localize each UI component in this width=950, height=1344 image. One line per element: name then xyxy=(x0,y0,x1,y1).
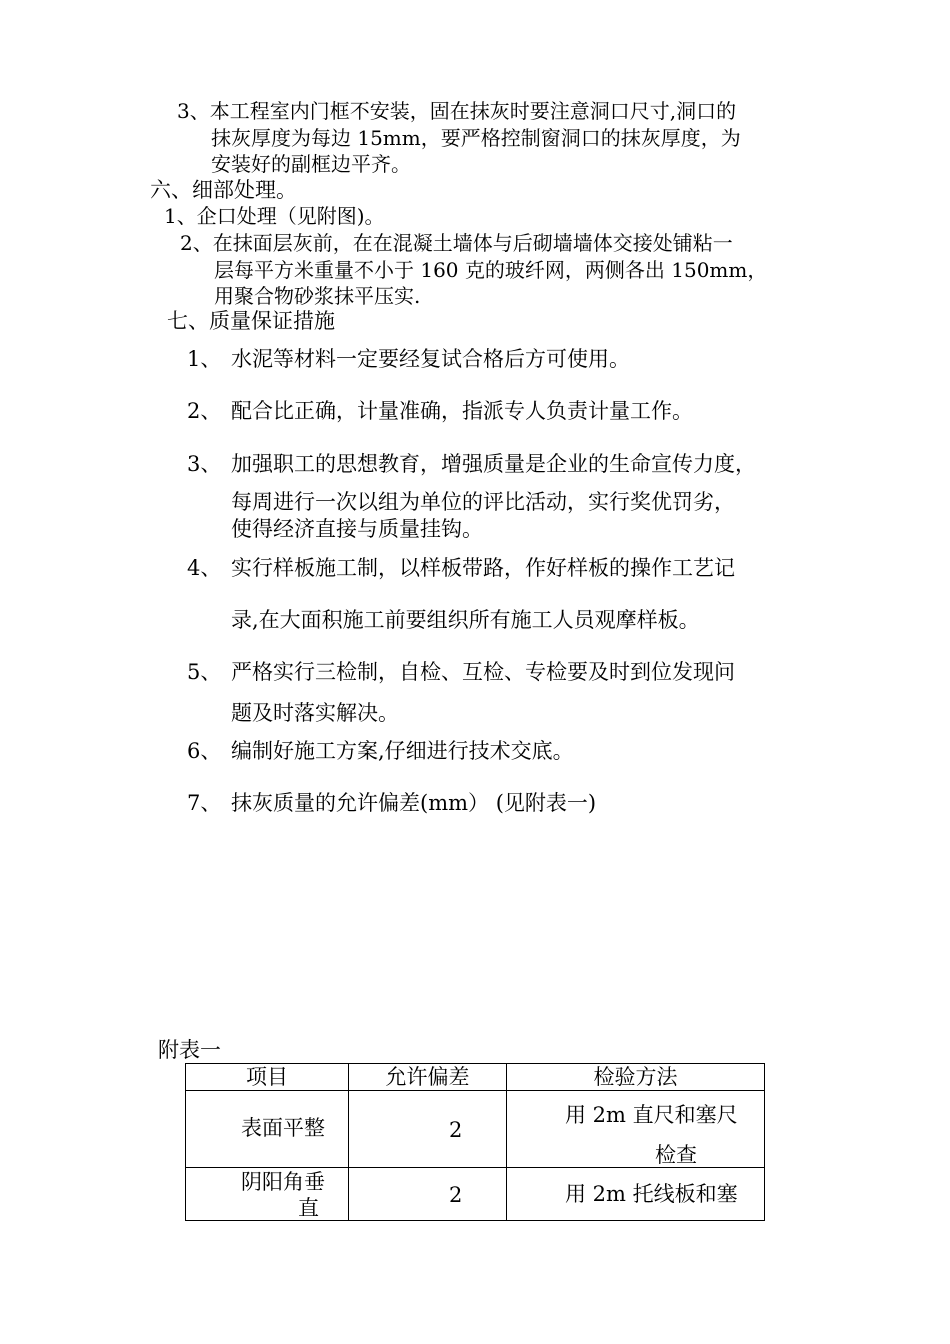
row-1-deviation: 2 xyxy=(449,1118,463,1142)
row-2-method: 用 2m 托线板和塞 xyxy=(565,1182,738,1206)
row-1-item: 表面平整 xyxy=(241,1116,325,1140)
section-7-item-3-line-2: 每周进行一次以组为单位的评比活动，实行奖优罚劣， xyxy=(231,490,735,514)
table-row xyxy=(186,1091,765,1168)
table-row xyxy=(186,1168,765,1221)
header-item: 项目 xyxy=(186,1064,349,1091)
row-2-item-line-1: 阴阳角垂 xyxy=(241,1170,325,1194)
attachment-caption: 附表一 xyxy=(158,1038,221,1062)
row-1-method-cell xyxy=(507,1091,765,1168)
item-3-line-3: 安装好的副框边平齐。 xyxy=(211,152,411,176)
header-deviation: 允许偏差 xyxy=(349,1064,507,1091)
item-3-line-2: 抹灰厚度为每边 15mm，要严格控制窗洞口的抹灰厚度，为 xyxy=(211,126,741,150)
section-7-item-2-text: 配合比正确，计量准确，指派专人负责计量工作。 xyxy=(231,399,693,423)
row-2-deviation-cell xyxy=(349,1168,507,1221)
section-7-item-6-number: 6、 xyxy=(187,739,222,763)
section-7-item-4-line-2: 录,在大面积施工前要组织所有施工人员观摩样板。 xyxy=(231,608,700,632)
section-7-item-3-number: 3、 xyxy=(187,452,222,476)
row-2-item-cell xyxy=(186,1168,349,1221)
row-1-method-line-2: 检查 xyxy=(655,1143,697,1167)
section-6-item-2-line-2: 层每平方米重量不小于 160 克的玻纤网，两侧各出 150mm， xyxy=(214,258,768,282)
section-7-item-7-text: 抹灰质量的允许偏差(mm） (见附表一) xyxy=(231,791,597,815)
section-7-item-5-line-1: 严格实行三检制，自检、互检、专检要及时到位发现问 xyxy=(231,660,735,684)
header-method: 检验方法 xyxy=(507,1064,765,1091)
allowable-deviation-table xyxy=(185,1063,765,1221)
section-6-item-2-line-1: 2、在抹面层灰前，在在混凝土墙体与后砌墙墙体交接处铺粘一 xyxy=(180,231,733,255)
section-7-item-4-line-1: 实行样板施工制，以样板带路，作好样板的操作工艺记 xyxy=(231,556,735,580)
section-6-heading: 六、细部处理。 xyxy=(150,178,297,202)
section-7-item-7-number: 7、 xyxy=(187,791,222,815)
section-7-item-5-line-2: 题及时落实解决。 xyxy=(231,701,399,725)
row-2-method-cell xyxy=(507,1168,765,1221)
item-3-line-1: 3、本工程室内门框不安装，固在抹灰时要注意洞口尺寸,洞口的 xyxy=(177,99,737,123)
row-2-deviation: 2 xyxy=(449,1183,463,1207)
section-7-item-2-number: 2、 xyxy=(187,399,222,423)
section-7-item-3-line-3: 使得经济直接与质量挂钩。 xyxy=(231,517,483,541)
section-7-item-5-number: 5、 xyxy=(187,660,222,684)
section-7-item-4-number: 4、 xyxy=(187,556,222,580)
table-header-row xyxy=(186,1064,765,1091)
section-7-item-1-text: 水泥等材料一定要经复试合格后方可使用。 xyxy=(231,347,630,371)
section-7-item-6-text: 编制好施工方案,仔细进行技术交底。 xyxy=(231,739,574,763)
section-6-item-2-line-3: 用聚合物砂浆抹平压实. xyxy=(214,284,421,308)
section-7-item-1-number: 1、 xyxy=(187,347,222,371)
row-1-deviation-cell xyxy=(349,1091,507,1168)
row-2-item-line-2: 直 xyxy=(298,1196,319,1220)
row-1-method-line-1: 用 2m 直尺和塞尺 xyxy=(565,1103,738,1127)
section-6-item-1: 1、企口处理（见附图)。 xyxy=(164,204,385,228)
section-7-heading: 七、质量保证措施 xyxy=(167,309,335,333)
row-1-item-cell xyxy=(186,1091,349,1168)
section-7-item-3-line-1: 加强职工的思想教育，增强质量是企业的生命宣传力度， xyxy=(231,452,756,476)
